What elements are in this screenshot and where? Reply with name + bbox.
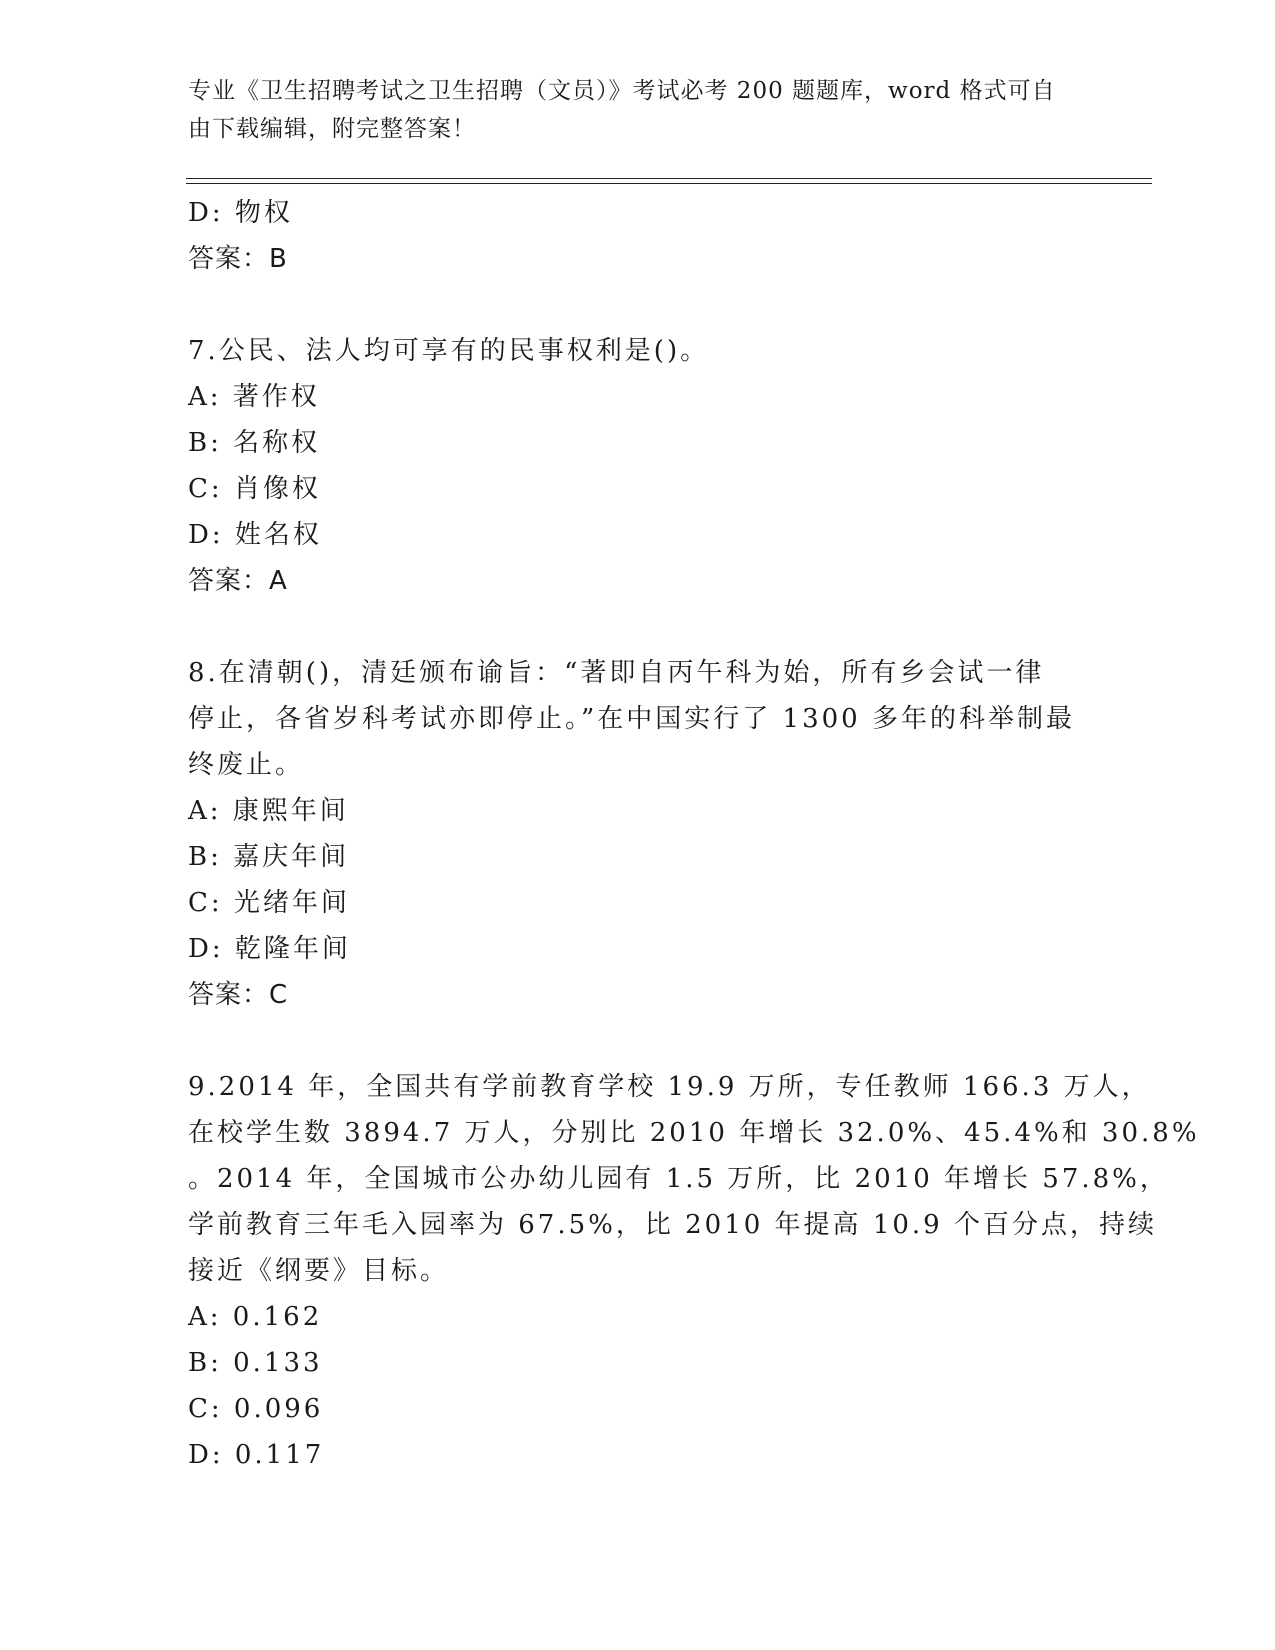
question-line: 在校学生数 3894.7 万人，分别比 2010 年增长 32.0%、45.4%和 30.8% xyxy=(188,1118,1200,1148)
prev-answer: 答案：B xyxy=(188,244,288,274)
option-d: D: 乾隆年间 xyxy=(188,934,351,964)
option-b: B: 嘉庆年间 xyxy=(188,842,350,872)
question-line: 学前教育三年毛入园率为 67.5%，比 2010 年提高 10.9 个百分点，持续 xyxy=(188,1210,1157,1240)
option-c: C: 光绪年间 xyxy=(188,888,350,918)
question-line: 终废止。 xyxy=(188,750,305,780)
header-rule-top xyxy=(186,178,1152,179)
option-c: C: 肖像权 xyxy=(188,474,321,504)
question-8 xyxy=(188,650,1088,1018)
option-c: C: 0.096 xyxy=(188,1394,324,1424)
question-line: 7.公民、法人均可享有的民事权利是()。 xyxy=(188,336,710,366)
question-line: 9.2014 年，全国共有学前教育学校 19.9 万所，专任教师 166.3 万人， xyxy=(188,1072,1151,1102)
answer: 答案：C xyxy=(188,980,289,1010)
prev-option-d: D: 物权 xyxy=(188,198,293,228)
option-a: A: 0.162 xyxy=(188,1302,323,1332)
option-d: D: 0.117 xyxy=(188,1440,325,1470)
header-rule-bottom xyxy=(186,183,1152,184)
question-text xyxy=(188,328,1088,374)
question-text xyxy=(188,650,1088,788)
header-line-2: 由下载编辑，附完整答案！ xyxy=(188,116,476,142)
option-a: A: 康熙年间 xyxy=(188,796,349,826)
document-header xyxy=(188,72,1068,148)
option-d: D: 姓名权 xyxy=(188,520,322,550)
question-7 xyxy=(188,328,1088,604)
answer: 答案：A xyxy=(188,566,288,596)
question-line: 8.在清朝()，清廷颁布谕旨：“著即自丙午科为始，所有乡会试一律 xyxy=(188,658,1045,688)
question-line: 停止，各省岁科考试亦即停止。”在中国实行了 1300 多年的科举制最 xyxy=(188,704,1075,734)
question-line: 。2014 年，全国城市公办幼儿园有 1.5 万所，比 2010 年增长 57.8%， xyxy=(188,1164,1169,1194)
document-body xyxy=(188,190,1200,1478)
option-b: B: 0.133 xyxy=(188,1348,323,1378)
option-a: A: 著作权 xyxy=(188,382,320,412)
question-9 xyxy=(188,1064,1200,1478)
question-text xyxy=(188,1064,1200,1294)
question-line: 接近《纲要》目标。 xyxy=(188,1256,450,1286)
header-line-1: 专业《卫生招聘考试之卫生招聘（文员）》考试必考 200 题题库，word 格式可自 xyxy=(188,78,1056,104)
option-b: B: 名称权 xyxy=(188,428,321,458)
